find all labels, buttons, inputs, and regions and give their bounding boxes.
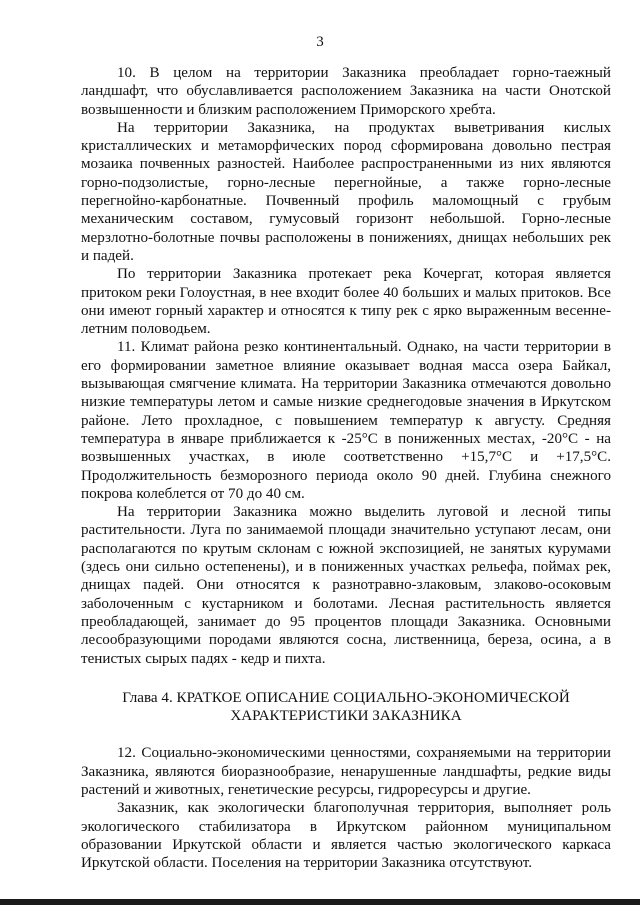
document-body: [81, 64, 611, 872]
page-number: 3: [316, 34, 324, 50]
chapter-heading: [81, 689, 611, 726]
paragraph-12-values: 12. Социально-экономическими ценностями, сохраняемыми на территории Заказника, являются биоразнообразие, ненарушенные ландшафты, редкие виды растений и животных, генетические ресурсы, гидроресурсы и другие.: [81, 745, 611, 798]
paragraph-vegetation: На территории Заказника можно выделить луговой и лесной типы растительности. Луга по занимаемой площади значительно уступают лесам, они располагаются по крутым склонам с южной экспозицией, не занятых курумами (здесь они сильно остепенены), и в пониженных участках рельефа, поймах рек, днищах падей. Они относятся к разнотравно-злаковым, злаково-осоковым заболоченным с кустарником и болотами. Лесная растительность является преобладающей, занимает до 95 процентов площади Заказника. Основными лесообразующими породами являются сосна, лиственница, береза, осина, а в тенистых сырых падях - кедр и пихта.: [81, 504, 611, 667]
paragraph-11-climate: 11. Климат района резко континентальный. Однако, на части территории в его формировании заметное влияние оказывает водная масса озера Байкал, вызывающая смягчение климата. На территории Заказника отмечаются довольно низкие температуры летом и самые низкие среднегодовые значения в Иркутском районе. Лето прохладное, с повышением температур к августу. Средняя температура в январе приближается к -25°С в пониженных местах, -20°С - на возвышенных участках, в июле соответственно +15,7°С и +17,5°С. Продолжительность безморозного периода около 90 дней. Глубина снежного покрова колеблется от 70 до 40 см.: [81, 339, 611, 502]
scan-edge-border: [0, 899, 640, 905]
paragraph-soils: На территории Заказника, на продуктах выветривания кислых кристаллических и метаморфических пород сформирована довольно пестрая мозаика почвенных разностей. Наиболее распространенными из них являются горно-подзолистые, горно-лесные перегнойные, а также горно-лесные перегнойно-карбонатные. Почвенный профиль маломощный с грубым механическим составом, гумусовый горизонт небольшой. Горно-лесные мерзлотно-болотные почвы расположены в понижениях, днищах небольших рек и падей.: [81, 119, 611, 264]
chapter-heading-line-1: Глава 4. КРАТКОЕ ОПИСАНИЕ СОЦИАЛЬНО-ЭКОНОМИЧЕСКОЙ: [122, 689, 570, 706]
paragraph-10-landscape: 10. В целом на территории Заказника преобладает горно-таежный ландшафт, что обуславливается расположением Заказника на части Онотской возвышенности и близким расположением Приморского хребта.: [81, 65, 611, 118]
paragraph-rivers: По территории Заказника протекает река Кочергат, которая является притоком реки Голоустная, в нее входит более 40 больших и малых притоков. Все они имеют горный характер и относятся к типу рек с ярко выраженным весенне-летним половодьем.: [81, 266, 611, 338]
chapter-heading-line-2: ХАРАКТЕРИСТИКИ ЗАКАЗНИКА: [230, 708, 462, 725]
paragraph-ecological-role: Заказник, как экологически благополучная территория, выполняет роль экологического стабилизатора в Иркутском районном муниципальном образовании Иркутской области и является частью экологического каркаса Иркутской области. Поселения на территории Заказника отсутствуют.: [81, 800, 611, 872]
